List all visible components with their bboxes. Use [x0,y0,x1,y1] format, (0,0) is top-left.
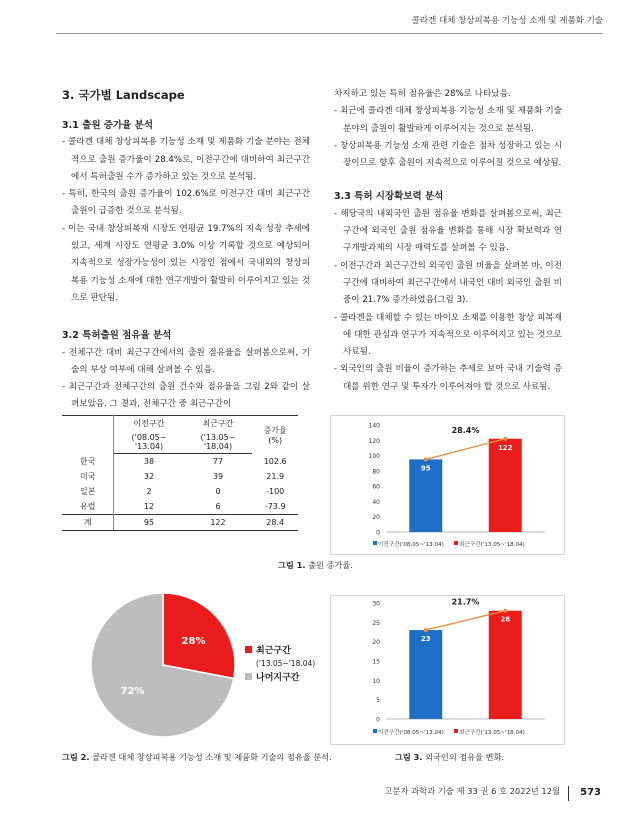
bullet-paragraph: - 콜라겐 대체 창상피복용 기능성 소재 및 제품화 기술 분야는 전체적으로 출원 증가율이 28.4%로, 이전구간에 대비하여 최근구간에서 특허출원 수가 증가하고 있는 것으로 분석됨. [62,134,310,186]
bar-value-label: 28 [500,615,511,624]
bullet-paragraph: - 콜라겐을 대체할 수 있는 바이오 소재를 이용한 창상 피복재에 대한 관심과 연구가 지속적으로 이루어지고 있는 것으로 사료됨. [334,310,562,362]
chart-frame [331,416,565,555]
journal-footer: 고분자 과학과 기술 제 33 권 6 호 2022년 12월 [384,786,560,796]
col-header-prev: 이전구간 [114,416,184,432]
table-row: 한국 38 77 102.6 [62,454,298,469]
bullet-paragraph: - 외국인의 출원 비율이 증가하는 추세로 보아 국내 기술력 증대를 위한 연구 및 투자가 이루어져야 할 것으로 사료됨. [334,361,562,396]
y-tick-label: 25 [372,619,380,627]
legend-swatch [245,673,252,680]
y-tick-label: 15 [372,658,380,666]
bullet-paragraph: - 해당국의 내외국인 출원 점유율 변화를 살펴봄으로써, 최근구간에 외국인 출원 점유율 변화를 통해 시장 확보력과 연구개발과제의 시장 매력도를 살펴볼 수 있음. [334,206,562,258]
legend-label: 나머지구간 [256,673,300,683]
page-number: 573 [580,787,601,798]
running-header: 콜라겐 대체 창상피복용 기능성 소재 및 제품화 기술 [411,16,603,26]
y-tick-label: 140 [368,422,380,430]
legend-label: 이전구간('08.05~'13.04) [378,542,444,548]
y-tick-label: 120 [368,437,380,445]
bullet-paragraph: - 전체구간 대비 최근구간에서의 출원 점유율을 살펴봄으로써, 기술의 부상 여부에 대해 살펴볼 수 있음. [62,345,310,380]
col-subheader-prev-range: ('08.05~ '13.04) [114,431,184,454]
section-title: 3. 국가별 Landscape [62,88,185,102]
trend-marker [424,628,428,632]
right-column [334,86,562,396]
trend-marker [503,609,507,613]
y-tick-label: 40 [372,498,380,506]
legend-swatch [373,729,377,733]
table-row: 미국 32 39 21.9 [62,469,298,484]
trend-marker [503,437,507,441]
figure-2-pie-chart [60,588,330,743]
header-rule [56,33,603,34]
y-tick-label: 20 [372,514,380,522]
bullet-paragraph: - 특히, 한국의 출원 증가율이 102.6%로 이전구간 대비 최근구간 출원이 급증한 것으로 분석됨. [62,186,310,221]
trend-marker [424,457,428,461]
y-tick-label: 100 [368,453,380,461]
left-column [62,85,310,414]
growth-annotation: 28.4% [451,425,480,435]
y-tick-label: 30 [372,600,380,608]
col-header-growth: 증가율 (%) [252,416,298,454]
legend-swatch [454,729,458,733]
bar [489,439,522,532]
chart-frame [331,596,565,745]
table-total-row: 계 95 122 28.4 [62,514,298,530]
growth-annotation: 21.7% [451,597,480,607]
bar [409,630,442,719]
legend-label: 최근구간('13.05~'18.04) [459,730,525,736]
bullet-paragraph: - 최근에 콜라겐 대체 창상피복용 기능성 소재 및 제품화 기술 분야의 출원이 활발하게 이루어지는 것으로 분석됨. [334,103,562,138]
pie-value-label: 72% [120,686,145,698]
y-tick-label: 20 [372,639,380,647]
figure-1-bar-chart [330,415,565,555]
subsection-3-2-title: 3.2 특허출원 점유율 분석 [62,330,172,342]
legend-label: 최근구간 [256,646,291,656]
bullet-paragraph: - 최근구간과 전체구간의 출원 건수와 점유율을 그림 2와 같이 살펴보았음. 그 결과, 전체구간 중 최근구간이 [62,379,310,414]
legend-label: ('13.05~'18.04) [256,659,316,668]
y-tick-label: 80 [372,468,380,476]
figure-3-bar-chart [330,595,565,745]
table-row: 일본 2 0 -100 [62,484,298,499]
bullet-paragraph: - 이는 국내 창상피복재 시장도 연평균 19.7%의 지속 성장 추세에 있고, 세계 시장도 연평균 3.0% 이상 기록할 것으로 예상되어 지속적으로 성장가능성이 있는 시장인 점에서 국내외의 창상피복용 기능성 소재에 대한 연구개발이 활발히 이루어지고 있는 것으로 판단됨. [62,221,310,307]
figure-2-caption: 그림 2. 콜라겐 대체 창상피복용 기능성 소재 및 제품화 기술의 점유율 분석. [62,752,332,762]
legend-label: 이전구간('08.05~'13.04) [378,730,444,736]
subsection-3-3-title: 3.3 특허 시장확보력 분석 [334,191,444,203]
continued-paragraph: 차지하고 있는 특허 점유율은 28%로 나타났음. [334,89,511,99]
y-tick-label: 0 [376,529,380,537]
bullet-paragraph: - 창상피복용 기능성 소재 관련 기술은 점차 성장하고 있는 시장이므로 향후 출원이 지속적으로 이루어질 것으로 예상됨. [334,138,562,173]
table-row: 유럽 12 6 -73.9 [62,499,298,515]
figure-1-caption: 그림 1. 출원 증가율. [278,560,353,570]
y-tick-label: 0 [376,716,380,724]
bar-value-label: 95 [420,464,431,473]
bar [489,611,522,719]
pie-value-label: 28% [181,635,206,647]
bullet-paragraph: - 이전구간과 최근구간의 외국인 출원 비율을 살펴본 바, 이전구간에 대비하여 최근구간에서 내국인 대비 외국인 출원 비중이 21.7% 증가하였음(그림 3). [334,258,562,310]
subsection-3-1-title: 3.1 출원 증가율 분석 [62,120,153,131]
legend-swatch [373,541,377,545]
col-subheader-recent-range: ('13.05~ '18.04) [184,431,253,454]
y-tick-label: 10 [372,677,380,685]
legend-label: 최근구간('13.05~'18.04) [459,542,525,548]
y-tick-label: 5 [376,697,380,705]
figure-3-caption: 그림 3. 외국인의 점유율 변화. [395,752,505,762]
footer-divider [568,786,569,801]
bar-value-label: 23 [420,635,431,644]
bar-value-label: 122 [497,443,513,452]
legend-swatch [454,541,458,545]
growth-table [62,415,298,531]
legend-swatch [245,646,252,653]
y-tick-label: 60 [372,483,380,491]
table-header-row [62,416,298,432]
col-header-recent: 최근구간 [184,416,253,432]
